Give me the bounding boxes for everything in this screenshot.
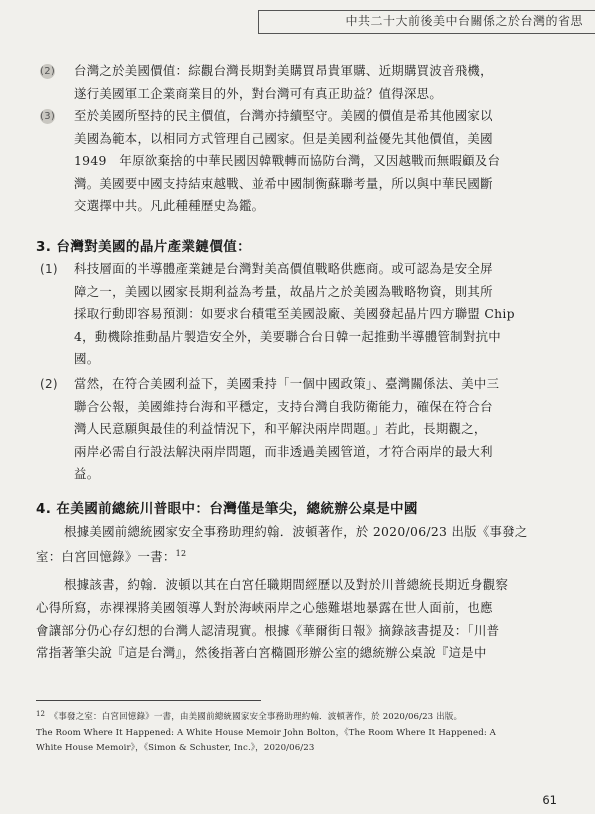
header-rule-bottom xyxy=(258,33,595,34)
running-header-title: 中共二十大前後美中台關係之於台灣的省思 xyxy=(345,14,583,28)
text-line: 遂行美國軍工企業商業目的外，對台灣可有真正助益？值得深思。 xyxy=(74,85,443,101)
s4-paragraph-1-line-2 xyxy=(36,543,564,569)
footnote-ref-12: 12 xyxy=(175,549,187,558)
text-line: 室：白宮回憶錄》一書： xyxy=(36,549,176,565)
text-line: 1949 年原欲棄捨的中華民國因韓戰轉而協防台灣，又因越戰而無暇顧及台 xyxy=(74,153,501,168)
s3-item-1-marker xyxy=(40,258,58,281)
section-3-heading: 3. 台灣對美國的晶片產業鏈價值： xyxy=(36,239,252,255)
text-line: 國。 xyxy=(74,351,100,366)
text-line: 美國為範本，以相同方式管理自己國家。但是美國利益優先其他價值，美國 xyxy=(74,130,493,146)
numbered-marker: (2) xyxy=(40,377,58,391)
text-line: 科技層面的半導體產業鏈是台灣對美高價值戰略供應商。或可認為是安全屏 xyxy=(74,261,493,276)
text-line: 灣。美國要中國支持結束越戰、並希中國制衡蘇聯考量，所以與中華民國斷 xyxy=(74,175,493,191)
s4-paragraph-1-line-1: 根據美國前總統國家安全事務助理約翰．波頓著作，於 2020/06/23 出版《事發之 xyxy=(64,524,528,539)
text-line: 益。 xyxy=(74,466,100,481)
footnote-12 xyxy=(36,707,561,757)
item-2-marker xyxy=(40,60,55,83)
text-line: 常指著筆尖說『這是台灣』，然後指著白宮橢圓形辦公室的總統辦公桌說『這是中 xyxy=(36,645,487,660)
header-rule-tick xyxy=(258,10,259,34)
item-2-text xyxy=(74,60,564,105)
s3-item-2-marker xyxy=(40,373,58,396)
footnote-text: 《事發之室：白宮回憶錄》一書，由美國前總統國家安全事務助理約翰．波頓著作，於 2020/06/23 出版。 xyxy=(53,712,463,722)
header-rule-top xyxy=(258,10,595,11)
text-line: 交選擇中共。凡此種種歷史為鑑。 xyxy=(74,198,265,213)
text-line: 灣人民意願與最佳的利益情況下，和平解決兩岸問題。」若此，長期觀之， xyxy=(74,421,487,436)
footnote-number: 12 xyxy=(36,710,46,718)
s3-item-1-text xyxy=(74,258,564,371)
footnote-line: White House Memoir》，《Simon & Schuster, Inc.》，2020/06/23 xyxy=(36,743,315,753)
text-line: 聯合公報，美國維持台海和平穩定，支持台灣自我防衛能力，確保在符合台 xyxy=(74,398,493,414)
s3-item-2-text xyxy=(74,373,564,486)
text-line: 障之一，美國以國家長期利益為考量，故晶片之於美國為戰略物資，則其所 xyxy=(74,283,493,299)
text-line: 當然，在符合美國利益下，美國秉持「一個中國政策」、臺灣關係法、美中三 xyxy=(74,376,500,391)
item-3-marker xyxy=(40,105,55,128)
s4-paragraph-2-rest xyxy=(36,597,564,665)
footnote-line: The Room Where It Happened: A White House Memoir John Bolton，《The Room Where It Happened: A xyxy=(36,727,496,738)
section-4-heading: 4. 在美國前總統川普眼中：台灣僅是筆尖，總統辦公桌是中國 xyxy=(36,501,418,517)
text-line: 採取行動即容易預測：如要求台積電至美國設廠、美國發起晶片四方聯盟 Chip xyxy=(74,306,515,321)
page-number: 61 xyxy=(542,793,557,807)
text-line: 心得所寫，赤裸裸將美國領導人對於海峽兩岸之心態難堪地暴露在世人面前，也應 xyxy=(36,600,493,615)
footnote-rule xyxy=(36,700,261,701)
numbered-marker: (1) xyxy=(40,262,58,276)
numbered-marker-2: (2) xyxy=(40,66,56,77)
text-line: 至於美國所堅持的民主價值，台灣亦持續堅守。美國的價值是希其他國家以 xyxy=(74,108,493,123)
footnote-line xyxy=(36,707,561,726)
numbered-marker-3: (3) xyxy=(40,111,56,122)
text-line: 兩岸必需自行設法解決兩岸問題，而非透過美國管道，才符合兩岸的最大利 xyxy=(74,443,493,459)
text-line: 會讓部分仍心存幻想的台灣人認清現實。根據《華爾街日報》摘錄該書提及：「川普 xyxy=(36,622,500,638)
text-line: 4，動機除推動晶片製造安全外，美要聯合台日韓一起推動半導體管制對抗中 xyxy=(74,328,501,344)
item-3-text xyxy=(74,105,564,218)
s4-paragraph-2-line-1: 根據該書，約翰．波頓以其在白宮任職期間經歷以及對於川普總統長期近身觀察 xyxy=(64,577,509,592)
text-line: 台灣之於美國價值：綜觀台灣長期對美購買昂貴軍購、近期購買波音飛機， xyxy=(74,63,493,78)
